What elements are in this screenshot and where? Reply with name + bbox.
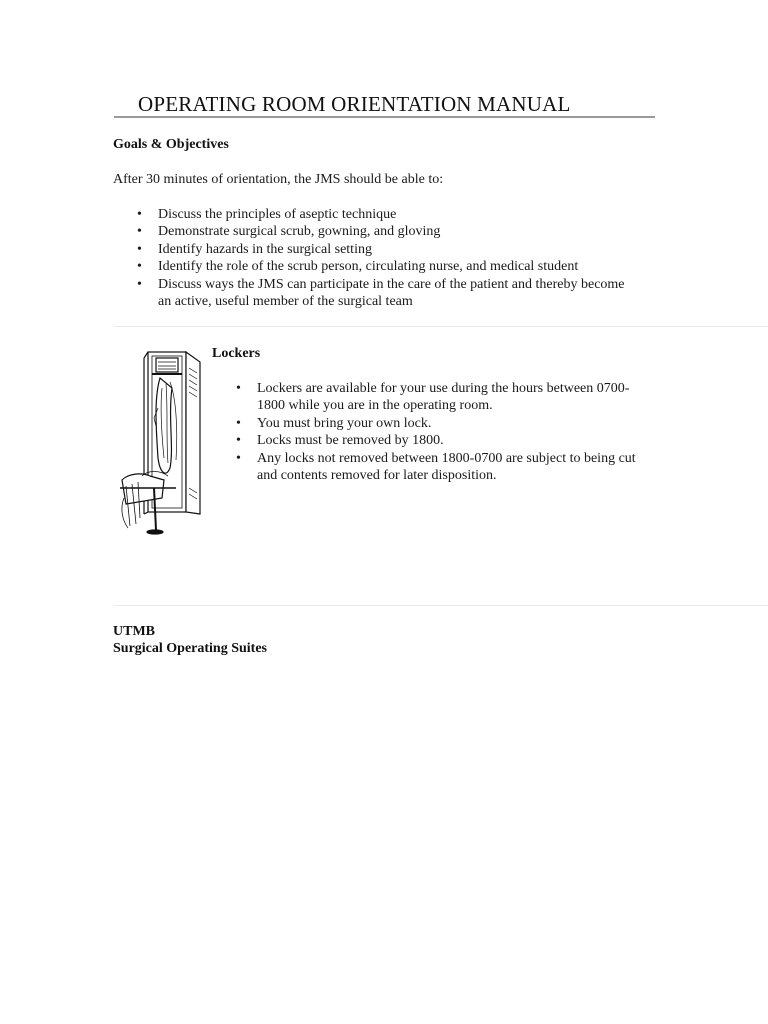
locker-item: • Locks must be removed by 1800. — [236, 432, 656, 449]
locker-item: • You must bring your own lock. — [236, 415, 656, 432]
locker-illustration — [118, 348, 210, 538]
goal-item: • Discuss ways the JMS can participate in the care of the patient and thereby become an active, useful member of the surgical team — [137, 276, 637, 311]
lockers-list — [236, 380, 656, 484]
section-divider — [114, 326, 768, 327]
lockers-heading: Lockers — [212, 346, 261, 361]
document-title: OPERATING ROOM ORIENTATION MANUAL — [138, 92, 571, 116]
goal-item: • Identify hazards in the surgical setting — [137, 241, 637, 258]
org-name: UTMB — [113, 624, 155, 639]
section-divider — [114, 605, 768, 606]
goals-intro: After 30 minutes of orientation, the JMS should be able to: — [113, 172, 444, 187]
locker-item: • Any locks not removed between 1800-0700 are subject to being cut and contents removed for later disposition. — [236, 450, 656, 485]
goals-list — [137, 206, 637, 310]
goal-item: • Discuss the principles of aseptic technique — [137, 206, 637, 223]
unit-name: Surgical Operating Suites — [113, 641, 268, 656]
title-rule — [114, 116, 655, 118]
goals-heading: Goals & Objectives — [113, 137, 229, 152]
locker-item: • Lockers are available for your use during the hours between 0700-1800 while you are in the operating room. — [236, 380, 656, 415]
goal-item: • Demonstrate surgical scrub, gowning, and gloving — [137, 223, 637, 240]
goal-item: • Identify the role of the scrub person, circulating nurse, and medical student — [137, 258, 637, 275]
